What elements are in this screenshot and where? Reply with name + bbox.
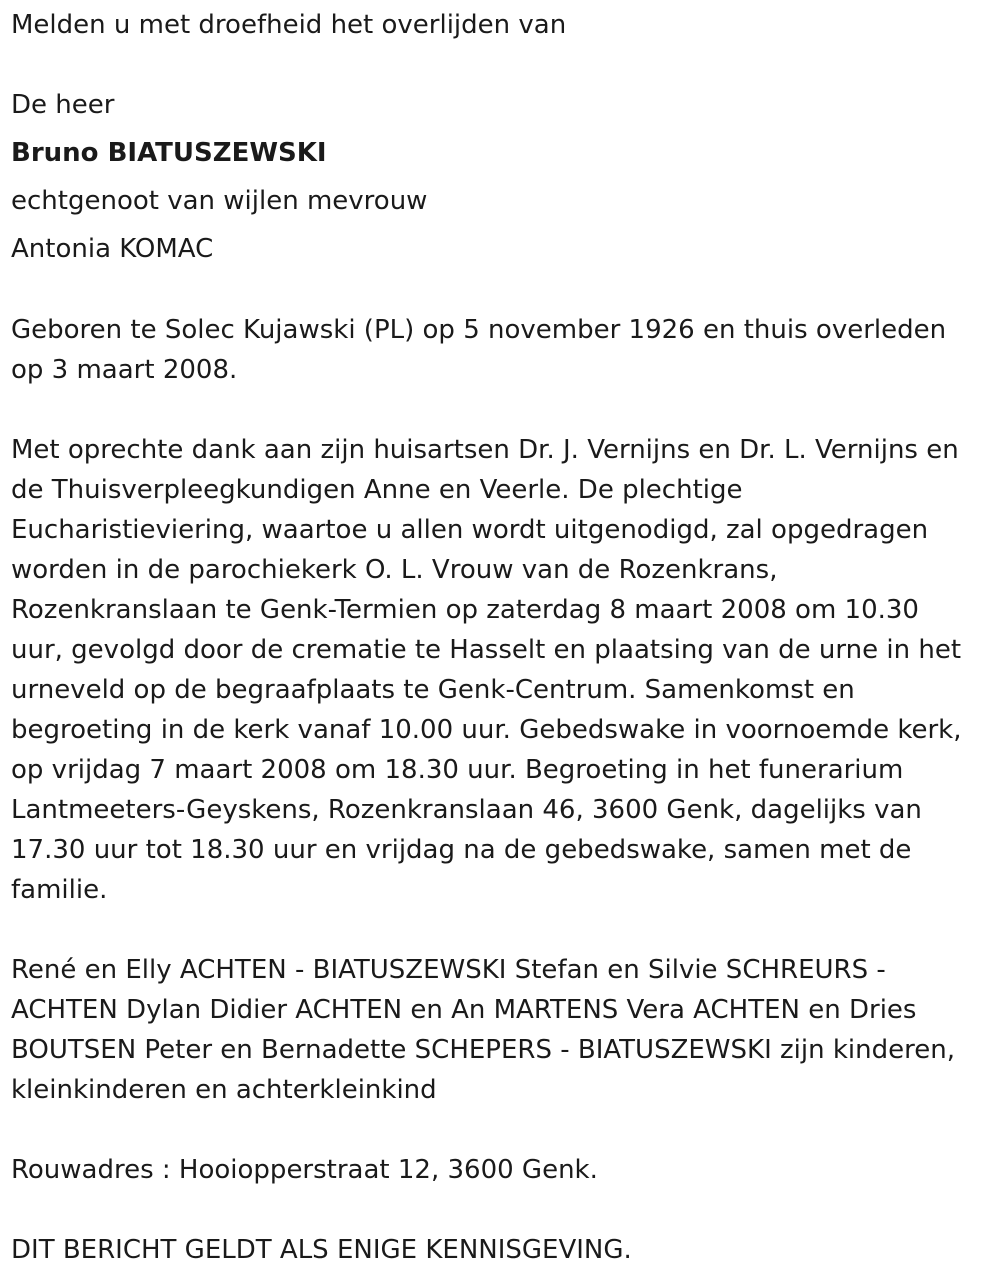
address-line: Rouwadres : Hooiopperstraat 12, 3600 Genk. xyxy=(11,1155,598,1185)
body-line: begroeting in de kerk vanaf 10.00 uur. Gebedswake in voornoemde kerk, xyxy=(11,715,962,745)
body-line: worden in de parochiekerk O. L. Vrouw van de Rozenkrans, xyxy=(11,555,778,585)
honorific: De heer xyxy=(11,90,115,120)
family-line: kleinkinderen en achterkleinkind xyxy=(11,1075,437,1105)
mourning-address xyxy=(11,1150,991,1190)
family-line: René en Elly ACHTEN - BIATUSZEWSKI Stefan en Silvie SCHREURS - xyxy=(11,955,886,985)
closing-line: DIT BERICHT GELDT ALS ENIGE KENNISGEVING. xyxy=(11,1235,632,1265)
birth-line: Geboren te Solec Kujawski (PL) op 5 november 1926 en thuis overleden xyxy=(11,315,947,345)
relation-text: echtgenoot van wijlen mevrouw xyxy=(11,186,428,216)
body-line: Rozenkranslaan te Genk-Termien op zaterdag 8 maart 2008 om 10.30 xyxy=(11,595,919,625)
body-line: 17.30 uur tot 18.30 uur en vrijdag na de gebedswake, samen met de xyxy=(11,835,912,865)
birth-line: op 3 maart 2008. xyxy=(11,355,238,385)
family-line: ACHTEN Dylan Didier ACHTEN en An MARTENS Vera ACHTEN en Dries xyxy=(11,995,917,1025)
body-line: Lantmeeters-Geyskens, Rozenkranslaan 46, 3600 Genk, dagelijks van xyxy=(11,795,922,825)
body-line: familie. xyxy=(11,875,108,905)
body-line: uur, gevolgd door de crematie te Hasselt en plaatsing van de urne in het xyxy=(11,635,962,665)
body-line: urneveld op de begraafplaats te Genk-Centrum. Samenkomst en xyxy=(11,675,855,705)
body-line: Eucharistieviering, waartoe u allen wordt uitgenodigd, zal opgedragen xyxy=(11,515,929,545)
ceremony-paragraph xyxy=(11,430,991,910)
deceased-name: Bruno BIATUSZEWSKI xyxy=(11,138,327,168)
body-line: Met oprechte dank aan zijn huisartsen Dr. J. Vernijns en Dr. L. Vernijns en xyxy=(11,435,959,465)
intro-text: Melden u met droefheid het overlijden van xyxy=(11,10,567,40)
family-paragraph xyxy=(11,950,991,1110)
family-line: BOUTSEN Peter en Bernadette SCHEPERS - BIATUSZEWSKI zijn kinderen, xyxy=(11,1035,955,1065)
body-line: op vrijdag 7 maart 2008 om 18.30 uur. Begroeting in het funerarium xyxy=(11,755,904,785)
closing-statement xyxy=(11,1230,991,1270)
body-line: de Thuisverpleegkundigen Anne en Veerle. De plechtige xyxy=(11,475,743,505)
birth-death-paragraph xyxy=(11,310,991,390)
spouse-name: Antonia KOMAC xyxy=(11,234,214,264)
